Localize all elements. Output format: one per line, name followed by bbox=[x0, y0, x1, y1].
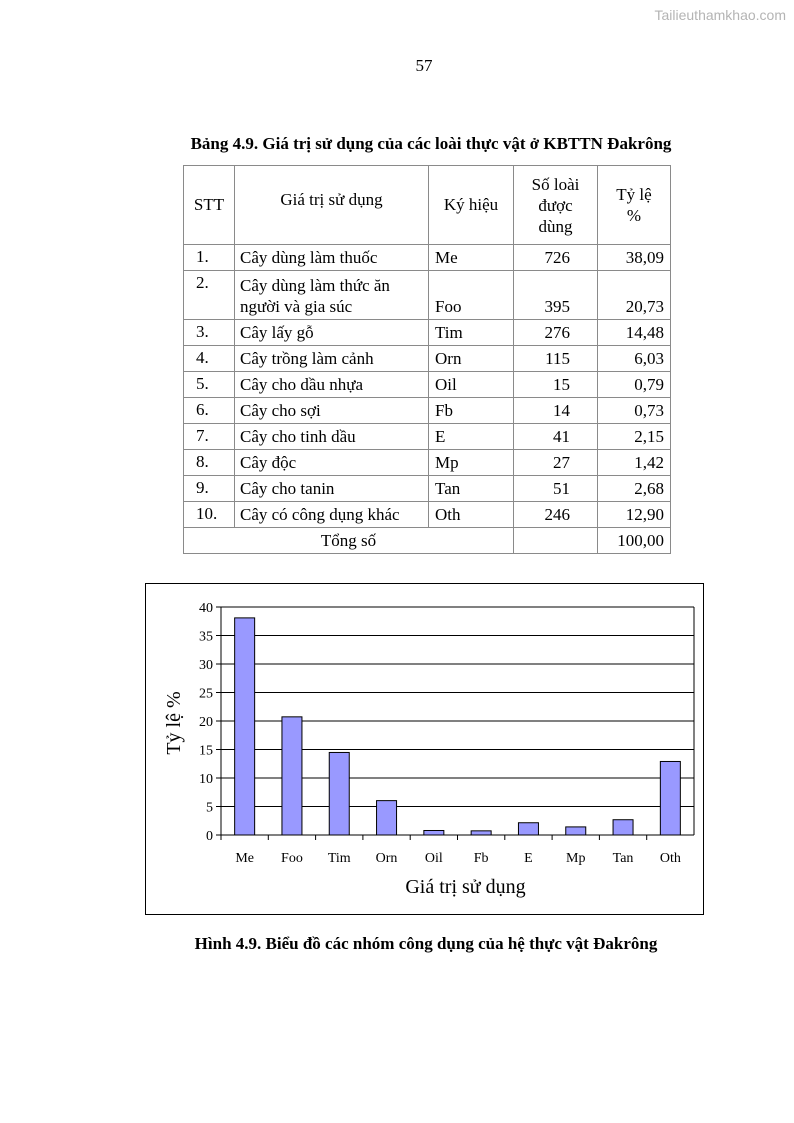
row-use: Cây độc bbox=[235, 450, 429, 476]
row-use: Cây trồng làm cảnh bbox=[235, 346, 429, 372]
row-count: 27 bbox=[514, 450, 598, 476]
y-tick-label: 25 bbox=[199, 686, 213, 702]
page-number: 57 bbox=[415, 56, 433, 75]
row-symbol: Foo bbox=[429, 271, 514, 320]
bar bbox=[282, 717, 302, 835]
row-stt: 1. bbox=[184, 245, 235, 271]
y-tick-label: 30 bbox=[199, 658, 213, 673]
y-tick-label: 0 bbox=[206, 829, 213, 844]
table-row bbox=[184, 502, 671, 528]
row-stt: 8. bbox=[184, 450, 235, 476]
row-use: Cây dùng làm thuốc bbox=[235, 245, 429, 271]
row-use: Cây cho dầu nhựa bbox=[235, 372, 429, 398]
total-label: Tổng số bbox=[184, 528, 514, 554]
row-percent: 0,73 bbox=[598, 398, 671, 424]
row-symbol: Tim bbox=[429, 320, 514, 346]
row-use: Cây cho sợi bbox=[235, 398, 429, 424]
row-percent: 1,42 bbox=[598, 450, 671, 476]
bar bbox=[566, 827, 586, 835]
row-symbol: Tan bbox=[429, 476, 514, 502]
x-tick-label: E bbox=[524, 851, 533, 866]
row-percent: 6,03 bbox=[598, 346, 671, 372]
row-count: 276 bbox=[514, 320, 598, 346]
bar bbox=[235, 618, 255, 835]
row-percent: 12,90 bbox=[598, 502, 671, 528]
x-tick-label: Oth bbox=[659, 851, 681, 866]
row-percent: 38,09 bbox=[598, 245, 671, 271]
row-count: 41 bbox=[514, 424, 598, 450]
table-row bbox=[184, 346, 671, 372]
header-percent-line: Tỷ lệ bbox=[616, 185, 652, 204]
row-use: Cây lấy gỗ bbox=[235, 320, 429, 346]
table-row bbox=[184, 320, 671, 346]
bar bbox=[471, 831, 491, 835]
table-row bbox=[184, 372, 671, 398]
header-count-line: Số loài bbox=[531, 174, 580, 194]
header-count-line: dùng bbox=[538, 216, 573, 236]
y-tick-label: 35 bbox=[199, 629, 213, 645]
row-stt: 5. bbox=[184, 372, 235, 398]
row-stt: 2. bbox=[184, 271, 235, 320]
figure-caption: Hình 4.9. Biểu đồ các nhóm công dụng của hệ thực vật Đakrông bbox=[194, 934, 658, 953]
row-count: 246 bbox=[514, 502, 598, 528]
row-count: 14 bbox=[514, 398, 598, 424]
row-use: Cây có công dụng khác bbox=[235, 502, 429, 528]
header-percent-line: % bbox=[626, 206, 642, 225]
table-row bbox=[184, 245, 671, 271]
total-percent: 100,00 bbox=[598, 528, 671, 554]
row-percent: 2,68 bbox=[598, 476, 671, 502]
y-axis-title: Tỷ lệ % bbox=[163, 691, 185, 755]
y-tick-label: 5 bbox=[206, 800, 213, 816]
watermark: Tailieuthamkhao.com bbox=[654, 7, 786, 23]
row-stt: 3. bbox=[184, 320, 235, 346]
y-tick-label: 40 bbox=[199, 601, 213, 616]
total-count bbox=[514, 528, 598, 554]
x-tick-label: Mp bbox=[566, 851, 586, 866]
row-use-line: Cây dùng làm thức ăn bbox=[240, 276, 390, 295]
row-percent: 0,79 bbox=[598, 372, 671, 398]
row-percent: 14,48 bbox=[598, 320, 671, 346]
row-use bbox=[235, 271, 429, 320]
table-total-row bbox=[184, 528, 671, 554]
usage-value-table bbox=[183, 165, 671, 554]
row-stt: 7. bbox=[184, 424, 235, 450]
row-count: 115 bbox=[514, 346, 598, 372]
row-stt: 4. bbox=[184, 346, 235, 372]
header-percent bbox=[598, 166, 671, 245]
x-tick-label: Oil bbox=[424, 851, 443, 866]
row-stt: 10. bbox=[184, 502, 235, 528]
row-symbol: Orn bbox=[429, 346, 514, 372]
bar bbox=[329, 752, 349, 835]
row-count: 395 bbox=[514, 271, 598, 320]
x-tick-label: Orn bbox=[375, 851, 398, 866]
row-percent: 2,15 bbox=[598, 424, 671, 450]
row-symbol: Mp bbox=[429, 450, 514, 476]
row-stt: 9. bbox=[184, 476, 235, 502]
y-tick-label: 10 bbox=[199, 772, 213, 787]
bar bbox=[377, 801, 397, 835]
table-header-row bbox=[184, 166, 671, 245]
bar bbox=[613, 820, 633, 835]
header-count bbox=[514, 166, 598, 245]
x-tick-label: Tim bbox=[327, 851, 351, 866]
row-stt: 6. bbox=[184, 398, 235, 424]
bar bbox=[424, 830, 444, 835]
row-use-line: người và gia súc bbox=[240, 297, 353, 316]
x-tick-label: Tan bbox=[612, 851, 634, 866]
header-use: Giá trị sử dụng bbox=[235, 166, 429, 245]
row-count: 51 bbox=[514, 476, 598, 502]
x-tick-label: Fb bbox=[473, 851, 489, 866]
usage-bar-chart bbox=[146, 584, 702, 913]
table-row bbox=[184, 450, 671, 476]
table-row bbox=[184, 271, 671, 320]
table-row bbox=[184, 398, 671, 424]
table-caption: Bảng 4.9. Giá trị sử dụng của các loài thực vật ở KBTTN Đakrông bbox=[190, 134, 672, 153]
x-tick-label: Me bbox=[235, 851, 254, 866]
bar bbox=[518, 823, 538, 835]
header-count-line: được bbox=[538, 195, 573, 215]
header-symbol: Ký hiệu bbox=[429, 166, 514, 245]
row-symbol: Oth bbox=[429, 502, 514, 528]
x-axis-title: Giá trị sử dụng bbox=[405, 876, 526, 898]
y-tick-label: 15 bbox=[199, 743, 213, 759]
row-count: 726 bbox=[514, 245, 598, 271]
row-count: 15 bbox=[514, 372, 598, 398]
row-symbol: E bbox=[429, 424, 514, 450]
header-stt: STT bbox=[184, 166, 235, 245]
table-row bbox=[184, 424, 671, 450]
row-symbol: Fb bbox=[429, 398, 514, 424]
x-tick-label: Foo bbox=[281, 851, 303, 866]
row-symbol: Me bbox=[429, 245, 514, 271]
row-symbol: Oil bbox=[429, 372, 514, 398]
row-use: Cây cho tinh dầu bbox=[235, 424, 429, 450]
chart-frame bbox=[145, 583, 704, 915]
row-percent: 20,73 bbox=[598, 271, 671, 320]
bar bbox=[660, 761, 680, 835]
y-tick-label: 20 bbox=[199, 715, 213, 730]
row-use: Cây cho tanin bbox=[235, 476, 429, 502]
table-row bbox=[184, 476, 671, 502]
